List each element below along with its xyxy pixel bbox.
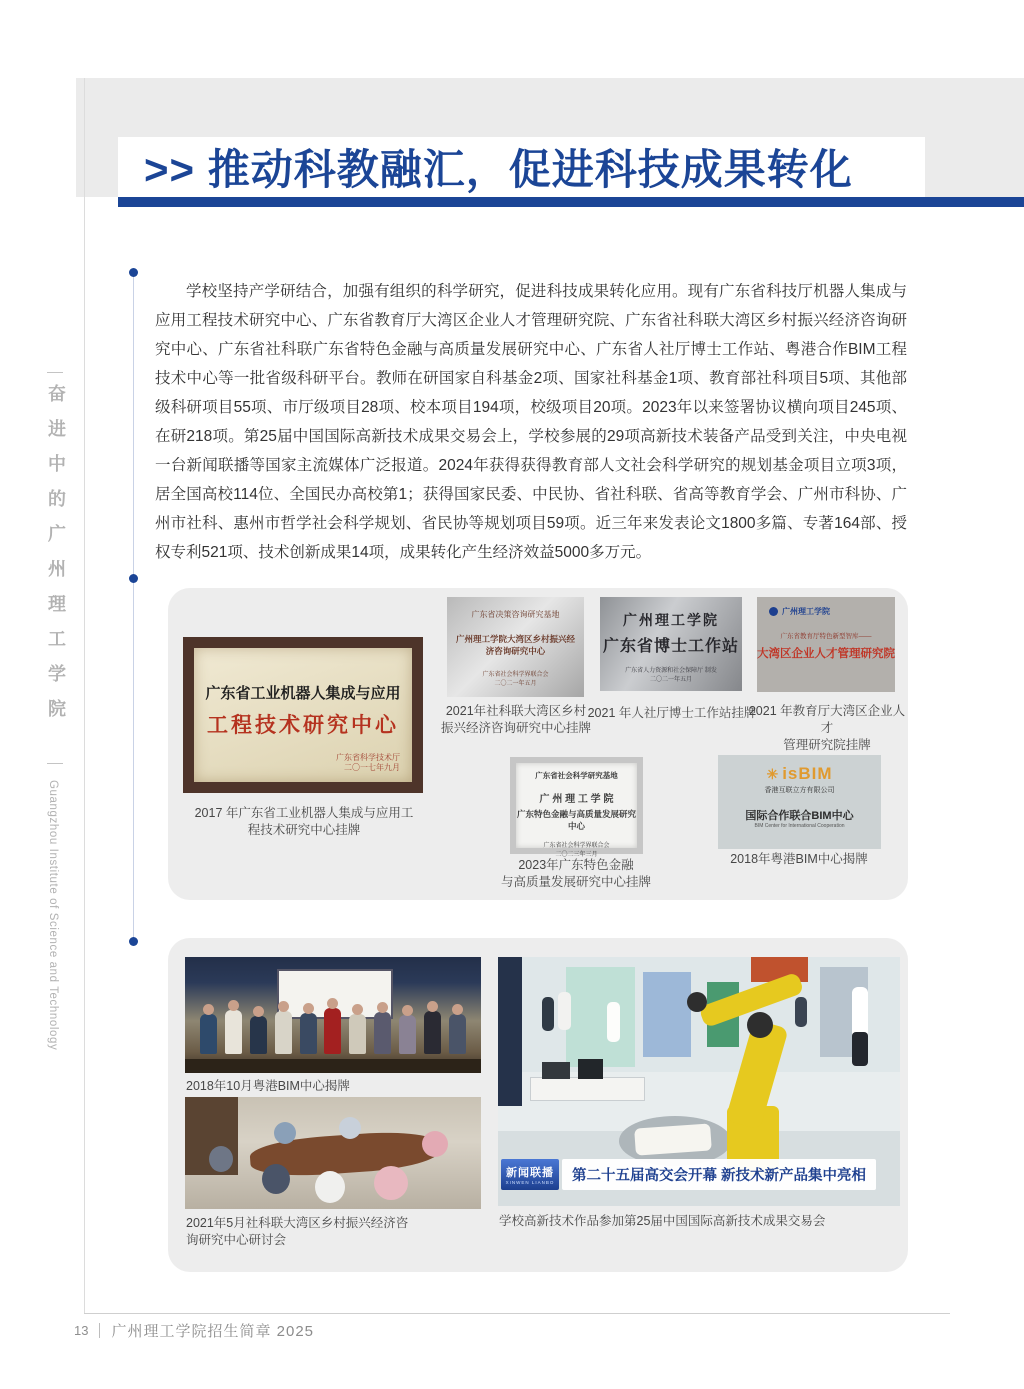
timeline-dot-1: [129, 268, 138, 277]
plaque-date: 二〇一七年九月: [344, 763, 400, 772]
plaque-2021-phd-station: [600, 597, 742, 691]
sidebar-vertical-cn: 奋进中的广州理工学院: [46, 384, 66, 734]
news-headline: 第二十五届高交会开幕 新技术新产品集中亮相: [572, 1168, 867, 1184]
plaque-issuer: 广东省人力资源和社会保障厅 制发: [625, 668, 717, 674]
sidebar-dash-top: [47, 372, 63, 373]
person-figure: [300, 1013, 317, 1054]
person-figure: [200, 1014, 217, 1054]
footer-rule: [84, 1313, 950, 1314]
section-title-box: [118, 137, 925, 197]
school-logo-text: 广州理工学院: [782, 607, 830, 616]
isbim-logo: [718, 764, 881, 784]
caption-line: 管理研究院挂牌: [783, 738, 871, 752]
plaque-date: 二〇二一年五月: [494, 681, 537, 687]
plaque-issuer: 广东省社会科学界联合会: [543, 843, 610, 849]
sidebar-dash-mid: [47, 763, 63, 764]
robot-joint: [747, 1012, 773, 1038]
caption-2021-talent: [746, 703, 908, 754]
xinwen-lianbo-logo: [501, 1159, 559, 1190]
photo-bim-opening: [185, 957, 481, 1073]
caption-2021-phd: [586, 705, 758, 722]
isbim-flower-icon: ✳: [766, 766, 780, 782]
header-blue-rule: [118, 197, 1024, 207]
caption-line: 询研究中心研讨会: [186, 1233, 287, 1247]
plaque-text: 工程技术研究中心: [207, 713, 399, 737]
person-figure: [349, 1014, 366, 1054]
plaque-text: 广州理工学院大湾区乡村振兴经济咨询研究中心: [455, 634, 575, 656]
news-logo-en: XINWEN LIANBO: [505, 1180, 555, 1185]
plaque-text: 广东省社会科学研究基地: [535, 771, 618, 780]
person-figure: [399, 1015, 416, 1054]
plaque-text-en: BIM Center for International Cooperation: [754, 823, 845, 829]
caption-2017: [178, 805, 430, 839]
plaque-2023-finance-center: [510, 757, 643, 858]
plaque-text: 广东特色金融与高质量发展研究中心: [516, 809, 636, 831]
page-footer: [74, 1320, 314, 1341]
plaque-text: 广东省工业机器人集成与应用: [205, 686, 401, 702]
footer-title: 广州理工学院招生简章 2025: [111, 1323, 315, 1340]
caption-line: 学校高新技术作品参加第25届中国国际高新技术成果交易会: [499, 1214, 826, 1228]
plaque-issuer: 广东省科学技术厅: [336, 753, 400, 762]
plaque-date: 二〇二三年三月: [555, 852, 598, 858]
expo-booth-panel: [498, 957, 522, 1106]
plaque-2018-bim-center: [718, 755, 881, 849]
page-number: 13: [74, 1323, 89, 1338]
caption-line: 2017 年广东省工业机器人集成与应用工: [194, 806, 414, 820]
equipment-device: [578, 1059, 602, 1079]
caption-line: 2021 年人社厅博士工作站挂牌: [587, 706, 757, 720]
plaque-signature: [194, 753, 412, 773]
plaque-text: 广东省教育厅特色新型智库——: [780, 633, 872, 640]
person-figure: [225, 1010, 242, 1054]
plaque-text: 广州理工学院: [623, 612, 719, 628]
person-blob: [339, 1117, 361, 1139]
person-figure: [374, 1012, 391, 1054]
caption-bim-opening: [186, 1078, 486, 1095]
caption-line: 2021 年教育厅大湾区企业人才: [748, 704, 906, 735]
plaque-2021-talent-institute: [757, 597, 895, 692]
photo-expo: [498, 957, 900, 1206]
caption-line: 2018年粤港BIM中心揭牌: [730, 852, 868, 866]
equipment-monitor: [542, 1062, 570, 1079]
timeline-dot-3: [129, 937, 138, 946]
presenter-legs: [852, 1032, 868, 1066]
caption-2023-finance: [498, 857, 654, 891]
plaque-issuer: 广东省社会科学界联合会: [482, 672, 549, 678]
person-blob: [209, 1146, 233, 1172]
news-banner: [501, 1159, 876, 1190]
person-figure: [424, 1011, 441, 1054]
plaque-date: 二〇二一年五月: [649, 677, 692, 683]
visitor-figure: [607, 1002, 620, 1042]
news-logo-cn: 新闻联播: [506, 1167, 554, 1179]
caption-2018-bim: [716, 851, 882, 868]
timeline-dot-2: [129, 574, 138, 583]
plaque-text: 广东省博士工作站: [602, 638, 739, 655]
equipment-table: [530, 1077, 645, 1101]
group-of-people: [200, 999, 466, 1055]
caption-line: 2021年社科联大湾区乡村: [445, 704, 587, 718]
person-blob: [315, 1171, 345, 1203]
plaque-text: 广东省决策咨询研究基地: [471, 610, 560, 619]
person-figure: [250, 1016, 267, 1054]
plaque-2017-robot-center: [183, 637, 423, 793]
person-figure: [275, 1011, 292, 1054]
expo-booth-panel: [643, 972, 691, 1057]
sidebar-vertical-en: Guangzhou Institute of Science and Technology: [47, 780, 59, 1051]
person-blob: [262, 1164, 290, 1194]
caption-expo: [499, 1213, 899, 1230]
caption-line: 程技术研究中心挂牌: [247, 823, 361, 837]
expo-booth-panel: [566, 967, 634, 1067]
person-figure: [449, 1014, 466, 1054]
caption-line: 振兴经济咨询研究中心挂牌: [440, 721, 591, 735]
left-frame-line: [84, 78, 85, 1313]
visitor-figure: [795, 997, 807, 1027]
plaque-text: 大湾区企业人才管理研究院: [757, 648, 895, 660]
visitor-figure: [558, 992, 571, 1030]
caption-line: 2023年广东特色金融: [518, 858, 634, 872]
plaque-2021-rural-center: [447, 597, 584, 697]
caption-line: 与高质量发展研究中心挂牌: [500, 875, 651, 889]
conference-table: [185, 1059, 481, 1073]
intro-paragraph: 学校坚持产学研结合，加强有组织的科学研究，促进科技成果转化应用。现有广东省科技厅机器人集成与应用工程技术研究中心、广东省教育厅大湾区企业人才管理研究院、广东省社科联大湾区乡村振兴经济咨询研究中心、广东省社科联广东省特色金融与高质量发展研究中心、广东省人社厅博士工作站、粤港合作BIM工程技术中心等一批省级科研平台。教师在研国家自科基金2项、国家社科基金1项、教育部社科项目5项、其他部级科研项目55项、市厅级项目28项、校本项目194项，校级项目20项。2023年以来签署协议横向项目245项、在研218项。第25届中国国际高新技术成果交易会上，学校参展的29项高新技术装备产品受到关注，中央电视一台新闻联播等国家主流媒体广泛报道。2024年获得获得教育部人文社会科学研究的规划基金项目立项3项，居全国高校114位、全国民办高校第1；获得国家民委、中民协、省社科联、省高等教育学会、广州市科协、广州市社科、惠州市哲学社会科学规划、省民协等规划项目59项。近三年来发表论文1800多篇、专著164部、授权专利521项、技术创新成果14项，成果转化产生经济效益5000多万元。: [155, 283, 907, 561]
plaque-text: 广 州 理 工 学 院: [539, 794, 614, 805]
plaque-text: 国际合作联合BIM中心: [745, 810, 854, 822]
photo-seminar: [185, 1097, 481, 1209]
page-title: >> 推动科教融汇，促进科技成果转化: [144, 146, 853, 193]
robot-effector: [687, 992, 707, 1012]
news-headline-strip: [562, 1159, 876, 1190]
timeline-line: [133, 276, 134, 944]
person-blob: [374, 1166, 408, 1200]
caption-seminar: [186, 1215, 486, 1249]
caption-2021-rural: [440, 703, 592, 737]
footer-divider: [99, 1323, 100, 1338]
school-logo-icon: [769, 607, 778, 616]
caption-line: 2021年5月社科联大湾区乡村振兴经济咨: [186, 1216, 409, 1230]
visitor-figure: [542, 997, 554, 1031]
plaque-text: 香港互联立方有限公司: [764, 787, 835, 794]
person-figure-red: [324, 1008, 341, 1054]
person-blob: [422, 1131, 448, 1157]
isbim-brand-text: isBIM: [782, 764, 833, 783]
person-blob: [274, 1122, 296, 1144]
school-logo-row: [769, 606, 895, 617]
caption-line: 2018年10月粤港BIM中心揭牌: [186, 1079, 350, 1093]
